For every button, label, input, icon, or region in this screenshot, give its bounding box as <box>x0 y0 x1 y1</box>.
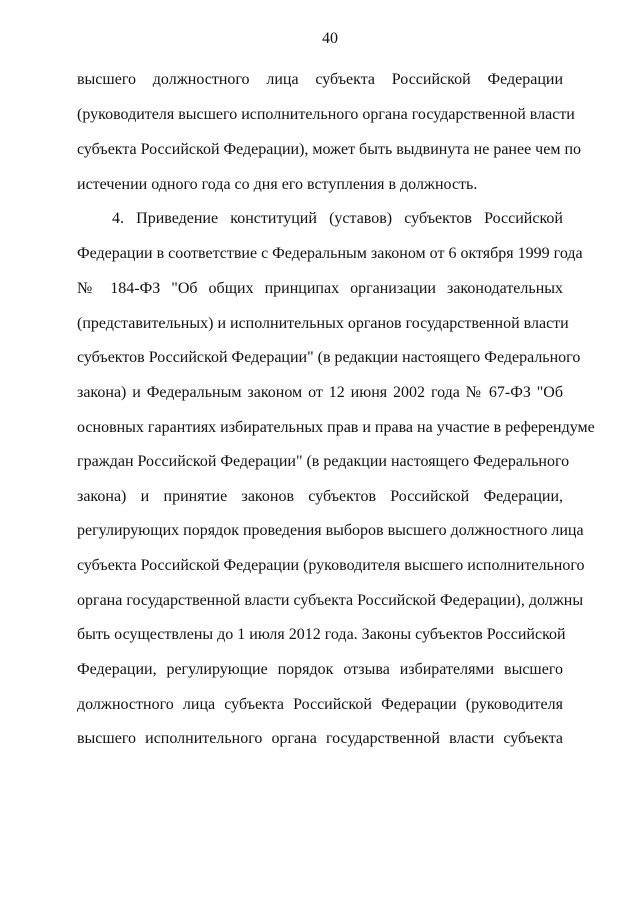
text-line: регулирующих порядок проведения выборов высшего должностного лица <box>77 522 584 539</box>
text-line: быть осуществлены до 1 июля 2012 года. Законы субъектов Российской <box>77 626 566 643</box>
text-line: высшего должностного лица субъекта Российской Федерации <box>77 71 563 88</box>
text-line: высшего исполнительного органа государственной власти субъекта <box>77 730 563 747</box>
paragraph-4-first-line: 4. Приведение конституций (уставов) субъектов Российской <box>112 210 563 227</box>
text-line: (представительных) и исполнительных органов государственной власти <box>77 315 569 332</box>
text-line: Федерации в соответствие с Федеральным законом от 6 октября 1999 года <box>77 245 583 262</box>
text-line: закона) и принятие законов субъектов Российской Федерации, <box>77 488 563 505</box>
text-line: закона) и Федеральным законом от 12 июня 2002 года № 67-ФЗ "Об <box>77 384 563 401</box>
page-number: 40 <box>322 30 338 47</box>
text-line: граждан Российской Федерации" (в редакции настоящего Федерального <box>77 453 570 470</box>
text-line: № 184-ФЗ "Об общих принципах организации законодательных <box>77 280 563 297</box>
text-line: субъектов Российской Федерации" (в редакции настоящего Федерального <box>77 349 581 366</box>
text-line: истечении одного года со дня его вступления в должность. <box>77 176 478 193</box>
text-line: Федерации, регулирующие порядок отзыва избирателями высшего <box>77 661 563 678</box>
text-line: субъекта Российской Федерации), может быть выдвинута не ранее чем по <box>77 141 582 158</box>
text-line: должностного лица субъекта Российской Федерации (руководителя <box>77 696 563 713</box>
text-line: органа государственной власти субъекта Российской Федерации), должны <box>77 592 584 609</box>
text-line: (руководителя высшего исполнительного органа государственной власти <box>77 106 575 123</box>
text-line: субъекта Российской Федерации (руководителя высшего исполнительного <box>77 557 585 574</box>
text-line: основных гарантиях избирательных прав и права на участие в референдуме <box>77 419 595 436</box>
